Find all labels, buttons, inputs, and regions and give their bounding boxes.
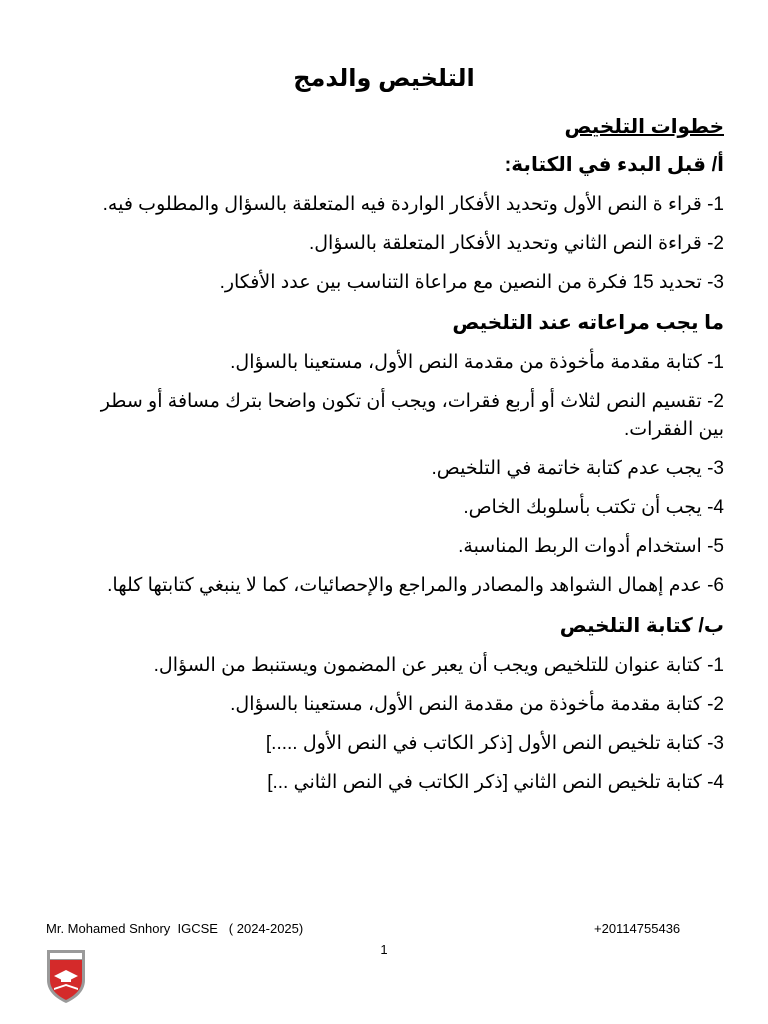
list-item: 1- كتابة عنوان للتلخيص ويجب أن يعبر عن المضمون ويستنبط من السؤال. [153,655,724,676]
section-b-heading: ب/ كتابة التلخيص [559,615,724,637]
page-title: التلخيص والدمج [293,65,475,92]
list-item: 6- عدم إهمال الشواهد والمصادر والمراجع والإحصائيات، كما لا ينبغي كتابتها كلها. [107,575,724,596]
list-item: 3- يجب عدم كتابة خاتمة في التلخيص. [431,458,724,479]
section-a-heading: أ/ قبل البدء في الكتابة: [504,154,724,176]
list-item: 4- يجب أن تكتب بأسلوبك الخاص. [463,497,724,518]
list-item: 1- قراء ة النص الأول وتحديد الأفكار الواردة فيه المتعلقة بالسؤال والمطلوب فيه. [102,194,724,215]
school-logo-icon [44,946,88,1004]
list-item: 2- تقسيم النص لثلاث أو أربع فقرات، ويجب أن تكون واضحا بترك مسافة أو سطر بين الفقرات. [100,391,724,440]
list-item: 4- كتابة تلخيص النص الثاني [ذكر الكاتب في النص الثاني ...] [267,772,724,793]
footer-phone: +20114755436 [594,921,681,936]
footer-author: Mr. Mohamed Snhory IGCSE ( 2024-2025) [46,921,304,936]
list-item: 2- كتابة مقدمة مأخوذة من مقدمة النص الأول، مستعينا بالسؤال. [230,694,724,715]
steps-heading: خطوات التلخيص [564,116,724,138]
page-number: 1 [380,942,388,957]
list-item: 1- كتابة مقدمة مأخوذة من مقدمة النص الأول، مستعينا بالسؤال. [230,352,724,373]
document-body [96,112,724,808]
rules-heading: ما يجب مراعاته عند التلخيص [452,312,724,334]
list-item: 3- كتابة تلخيص النص الأول [ذكر الكاتب في النص الأول .....] [265,733,724,754]
list-item: 2- قراءة النص الثاني وتحديد الأفكار المتعلقة بالسؤال. [308,233,724,254]
list-item: 3- تحديد 15 فكرة من النصين مع مراعاة التناسب بين عدد الأفكار. [219,272,724,293]
list-item: 5- استخدام أدوات الربط المناسبة. [458,536,724,557]
